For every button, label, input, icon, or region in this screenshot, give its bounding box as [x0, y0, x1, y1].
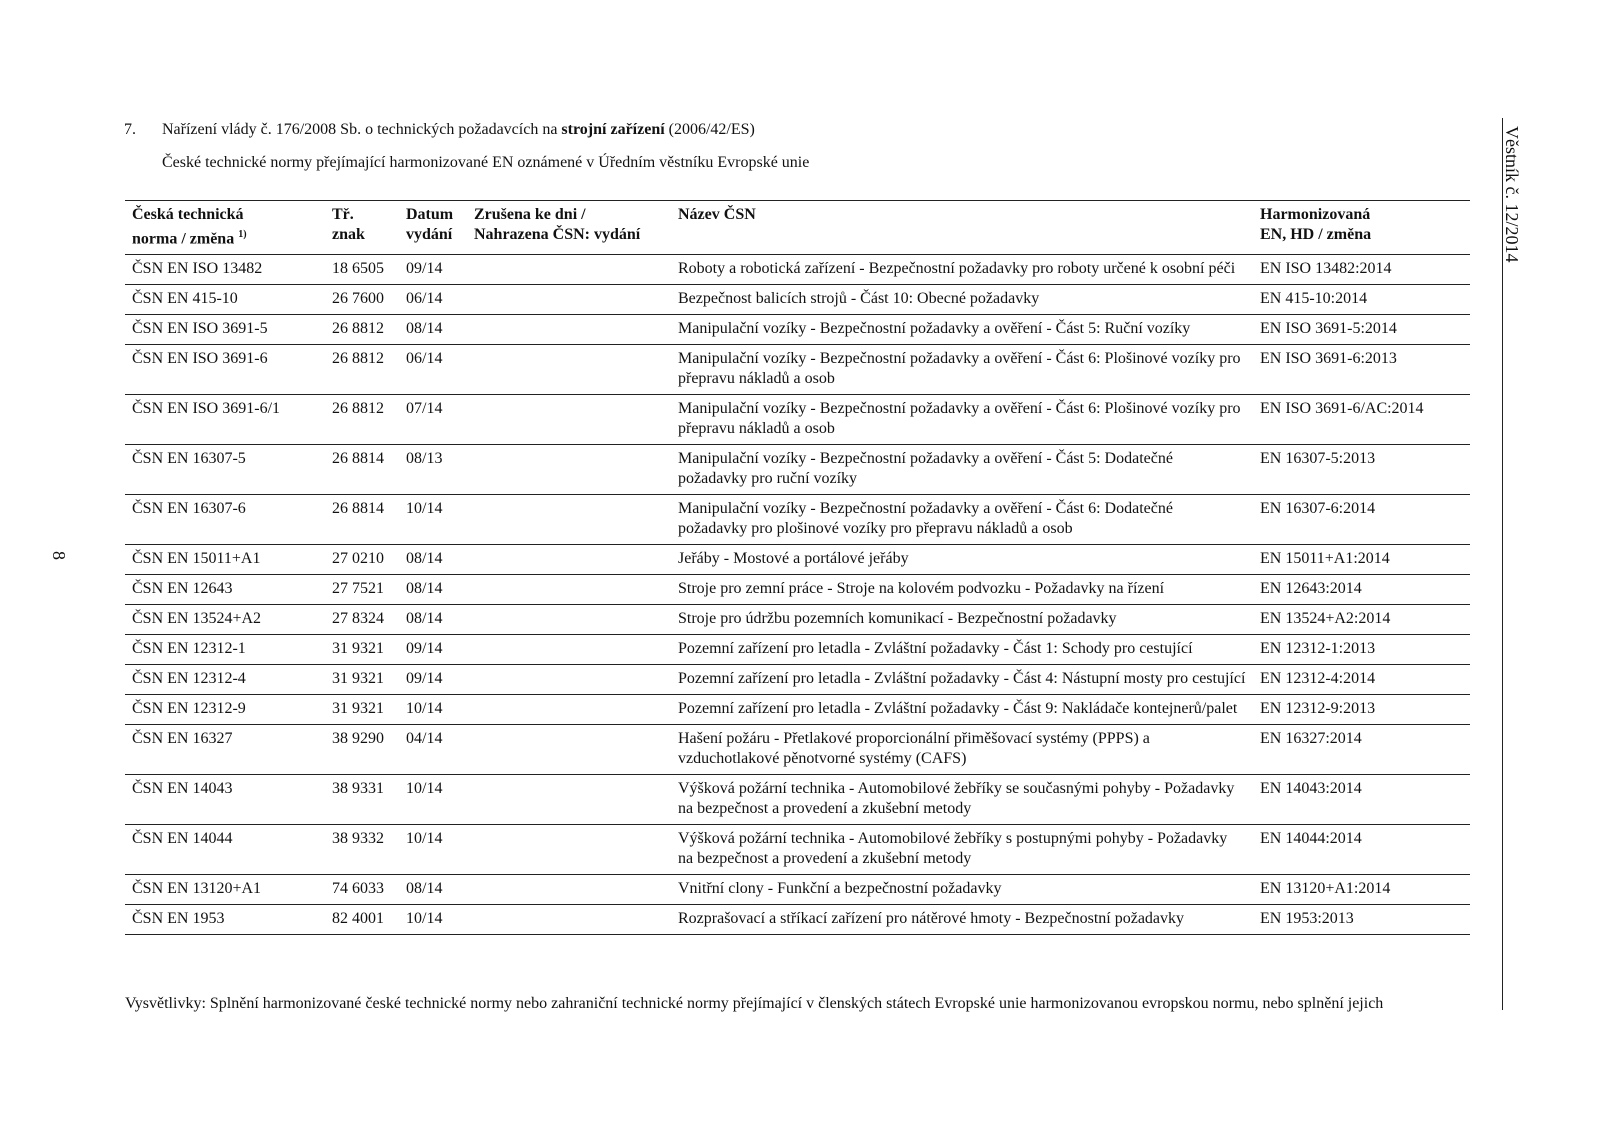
- table-row: [125, 395, 1470, 445]
- table-row: [125, 775, 1470, 825]
- cell-csn: ČSN EN ISO 3691-5: [132, 320, 268, 338]
- cell-harmonizovana: EN 415-10:2014: [1260, 290, 1368, 308]
- cell-csn: ČSN EN ISO 3691-6: [132, 350, 268, 368]
- table-row: [125, 345, 1470, 395]
- cell-trida-znak: 31 9321: [332, 640, 384, 658]
- cell-csn: ČSN EN ISO 3691-6/1: [132, 400, 281, 418]
- cell-trida-znak: 26 8814: [332, 500, 384, 518]
- cell-datum: 04/14: [406, 730, 443, 748]
- cell-harmonizovana: EN 13524+A2:2014: [1260, 610, 1391, 628]
- header-zrusena: Zrušena ke dni / Nahrazena ČSN: vydání: [474, 206, 641, 243]
- cell-zrusena: [467, 875, 671, 905]
- table-row: [125, 495, 1470, 545]
- cell-trida-znak: 38 9332: [332, 830, 384, 848]
- cell-datum: 08/14: [406, 880, 443, 898]
- cell-csn: ČSN EN ISO 13482: [132, 260, 263, 278]
- table-row: [125, 875, 1470, 905]
- header-nazev: Název ČSN: [678, 206, 756, 223]
- cell-datum: 10/14: [406, 500, 443, 518]
- cell-zrusena: [467, 255, 671, 285]
- section-heading: [124, 120, 755, 140]
- cell-csn: ČSN EN 14043: [132, 780, 233, 798]
- cell-nazev: Manipulační vozíky - Bezpečnostní požadavky a ověření - Část 5: Dodatečné požadavky pro ruční vozíky: [678, 450, 1173, 488]
- cell-nazev: Rozprašovací a stříkací zařízení pro nátěrové hmoty - Bezpečnostní požadavky: [678, 910, 1185, 928]
- cell-datum: 10/14: [406, 780, 443, 798]
- standards-table-container: [125, 200, 1470, 935]
- heading-text-after: (2006/42/ES): [664, 121, 755, 138]
- cell-csn: ČSN EN 15011+A1: [132, 550, 261, 568]
- cell-datum: 08/14: [406, 320, 443, 338]
- cell-trida-znak: 31 9321: [332, 670, 384, 688]
- cell-zrusena: [467, 495, 671, 545]
- cell-harmonizovana: EN 12312-4:2014: [1260, 670, 1376, 688]
- cell-csn: ČSN EN 1953: [132, 910, 225, 928]
- cell-csn: ČSN EN 12312-9: [132, 700, 246, 718]
- cell-harmonizovana: EN 16327:2014: [1260, 730, 1362, 748]
- cell-nazev: Jeřáby - Mostové a portálové jeřáby: [678, 550, 909, 568]
- cell-csn: ČSN EN 13120+A1: [132, 880, 262, 898]
- table-body: [125, 255, 1470, 935]
- cell-harmonizovana: EN 12643:2014: [1260, 580, 1362, 598]
- header-harmonizovana: Harmonizovaná EN, HD / změna: [1260, 206, 1372, 243]
- cell-zrusena: [467, 725, 671, 775]
- table-row: [125, 695, 1470, 725]
- cell-datum: 07/14: [406, 400, 443, 418]
- table-row: [125, 905, 1470, 935]
- cell-trida-znak: 18 6505: [332, 260, 384, 278]
- cell-zrusena: [467, 395, 671, 445]
- table-row: [125, 635, 1470, 665]
- cell-csn: ČSN EN 12312-1: [132, 640, 246, 658]
- cell-datum: 09/14: [406, 640, 443, 658]
- page-number: 8: [49, 551, 69, 560]
- cell-datum: 10/14: [406, 910, 443, 928]
- cell-csn: ČSN EN 12643: [132, 580, 233, 598]
- cell-nazev: Pozemní zařízení pro letadla - Zvláštní požadavky - Část 9: Nakládače kontejnerů/palet: [678, 700, 1238, 718]
- cell-nazev: Výšková požární technika - Automobilové žebříky s postupnými pohyby - Požadavky na bezpečnost a provedení a zkušební metody: [678, 830, 1228, 868]
- cell-trida-znak: 27 0210: [332, 550, 384, 568]
- cell-csn: ČSN EN 14044: [132, 830, 233, 848]
- header-datum-vydani: Datum vydání: [406, 206, 454, 243]
- cell-trida-znak: 26 8812: [332, 320, 384, 338]
- cell-nazev: Stroje pro zemní práce - Stroje na kolovém podvozku - Požadavky na řízení: [678, 580, 1165, 598]
- cell-csn: ČSN EN 13524+A2: [132, 610, 262, 628]
- standards-table: [125, 200, 1470, 935]
- cell-harmonizovana: EN 14043:2014: [1260, 780, 1362, 798]
- table-row: [125, 825, 1470, 875]
- cell-datum: 08/14: [406, 610, 443, 628]
- cell-zrusena: [467, 635, 671, 665]
- cell-datum: 06/14: [406, 290, 443, 308]
- cell-trida-znak: 26 8812: [332, 350, 384, 368]
- cell-harmonizovana: EN ISO 13482:2014: [1260, 260, 1392, 278]
- cell-zrusena: [467, 695, 671, 725]
- table-row: [125, 545, 1470, 575]
- cell-datum: 09/14: [406, 260, 443, 278]
- cell-csn: ČSN EN 16307-6: [132, 500, 246, 518]
- cell-datum: 08/13: [406, 450, 443, 468]
- cell-harmonizovana: EN 15011+A1:2014: [1260, 550, 1390, 568]
- table-row: [125, 575, 1470, 605]
- cell-nazev: Manipulační vozíky - Bezpečnostní požadavky a ověření - Část 6: Plošinové vozíky pro přepravu nákladů a osob: [678, 400, 1241, 438]
- cell-datum: 10/14: [406, 830, 443, 848]
- cell-trida-znak: 31 9321: [332, 700, 384, 718]
- cell-datum: 09/14: [406, 670, 443, 688]
- cell-nazev: Hašení požáru - Přetlakové proporcionální přiměšovací systémy (PPPS) a vzduchotlakové pěnotvorné systémy (CAFS): [678, 730, 1150, 768]
- cell-trida-znak: 27 7521: [332, 580, 384, 598]
- cell-trida-znak: 74 6033: [332, 880, 384, 898]
- cell-harmonizovana: EN ISO 3691-5:2014: [1260, 320, 1397, 338]
- cell-nazev: Bezpečnost balicích strojů - Část 10: Obecné požadavky: [678, 290, 1040, 308]
- cell-harmonizovana: EN ISO 3691-6/AC:2014: [1260, 400, 1424, 418]
- footnote-marker: 1): [238, 229, 247, 240]
- cell-harmonizovana: EN 16307-6:2014: [1260, 500, 1376, 518]
- cell-zrusena: [467, 575, 671, 605]
- cell-trida-znak: 26 8812: [332, 400, 384, 418]
- table-header-row: [125, 201, 1470, 255]
- cell-zrusena: [467, 825, 671, 875]
- cell-datum: 08/14: [406, 580, 443, 598]
- cell-harmonizovana: EN 1953:2013: [1260, 910, 1354, 928]
- cell-nazev: Manipulační vozíky - Bezpečnostní požadavky a ověření - Část 6: Dodatečné požadavky pro plošinové vozíky pro přepravu nákladů a osob: [678, 500, 1173, 538]
- cell-zrusena: [467, 605, 671, 635]
- cell-zrusena: [467, 345, 671, 395]
- cell-trida-znak: 26 7600: [332, 290, 384, 308]
- cell-zrusena: [467, 545, 671, 575]
- cell-zrusena: [467, 905, 671, 935]
- cell-datum: 10/14: [406, 700, 443, 718]
- cell-csn: ČSN EN 16307-5: [132, 450, 246, 468]
- cell-nazev: Výšková požární technika - Automobilové žebříky se současnými pohyby - Požadavky na bezpečnost a provedení a zkušební metody: [678, 780, 1235, 818]
- cell-datum: 08/14: [406, 550, 443, 568]
- cell-csn: ČSN EN 16327: [132, 730, 233, 748]
- cell-harmonizovana: EN ISO 3691-6:2013: [1260, 350, 1397, 368]
- cell-trida-znak: 82 4001: [332, 910, 384, 928]
- heading-text-before: Nařízení vlády č. 176/2008 Sb. o technických požadavcích na: [162, 121, 562, 138]
- cell-nazev: Pozemní zařízení pro letadla - Zvláštní požadavky - Část 4: Nástupní mosty pro cestující: [678, 670, 1246, 688]
- table-row: [125, 315, 1470, 345]
- cell-nazev: Vnitřní clony - Funkční a bezpečnostní požadavky: [678, 880, 1002, 898]
- header-csn: Česká technická norma / změna $^{1)}$: [132, 206, 247, 248]
- cell-zrusena: [467, 665, 671, 695]
- cell-harmonizovana: EN 12312-9:2013: [1260, 700, 1376, 718]
- table-row: [125, 605, 1470, 635]
- cell-harmonizovana: EN 16307-5:2013: [1260, 450, 1376, 468]
- table-row: [125, 445, 1470, 495]
- cell-nazev: Manipulační vozíky - Bezpečnostní požadavky a ověření - Část 5: Ruční vozíky: [678, 320, 1191, 338]
- cell-zrusena: [467, 285, 671, 315]
- cell-harmonizovana: EN 13120+A1:2014: [1260, 880, 1391, 898]
- section-subheading: České technické normy přejímající harmonizované EN oznámené v Úředním věstníku Evropské unie: [162, 154, 810, 171]
- table-row: [125, 285, 1470, 315]
- footnote-text: Vysvětlivky: Splnění harmonizované české technické normy nebo zahraniční technické normy přejímající v členských státech Evropské unie harmonizovanou evropskou normu, nebo splnění jejich: [125, 995, 1384, 1012]
- table-row: [125, 665, 1470, 695]
- table-row: [125, 725, 1470, 775]
- cell-harmonizovana: EN 12312-1:2013: [1260, 640, 1376, 658]
- journal-issue-label: Věstník č. 12/2014: [1502, 126, 1522, 263]
- cell-nazev: Roboty a robotická zařízení - Bezpečnostní požadavky pro roboty určené k osobní péči: [678, 260, 1236, 278]
- cell-trida-znak: 27 8324: [332, 610, 384, 628]
- cell-csn: ČSN EN 415-10: [132, 290, 238, 308]
- cell-zrusena: [467, 775, 671, 825]
- cell-csn: ČSN EN 12312-4: [132, 670, 246, 688]
- cell-trida-znak: 38 9290: [332, 730, 384, 748]
- cell-harmonizovana: EN 14044:2014: [1260, 830, 1362, 848]
- header-trida-znak: Tř. znak: [332, 206, 365, 243]
- cell-datum: 06/14: [406, 350, 443, 368]
- cell-nazev: Stroje pro údržbu pozemních komunikací - Bezpečnostní požadavky: [678, 610, 1117, 628]
- section-number: 7.: [124, 121, 136, 138]
- cell-zrusena: [467, 315, 671, 345]
- cell-trida-znak: 38 9331: [332, 780, 384, 798]
- table-row: [125, 255, 1470, 285]
- cell-nazev: Manipulační vozíky - Bezpečnostní požadavky a ověření - Část 6: Plošinové vozíky pro přepravu nákladů a osob: [678, 350, 1241, 388]
- heading-text-bold: strojní zařízení: [561, 121, 665, 138]
- cell-zrusena: [467, 445, 671, 495]
- cell-trida-znak: 26 8814: [332, 450, 384, 468]
- cell-nazev: Pozemní zařízení pro letadla - Zvláštní požadavky - Část 1: Schody pro cestující: [678, 640, 1193, 658]
